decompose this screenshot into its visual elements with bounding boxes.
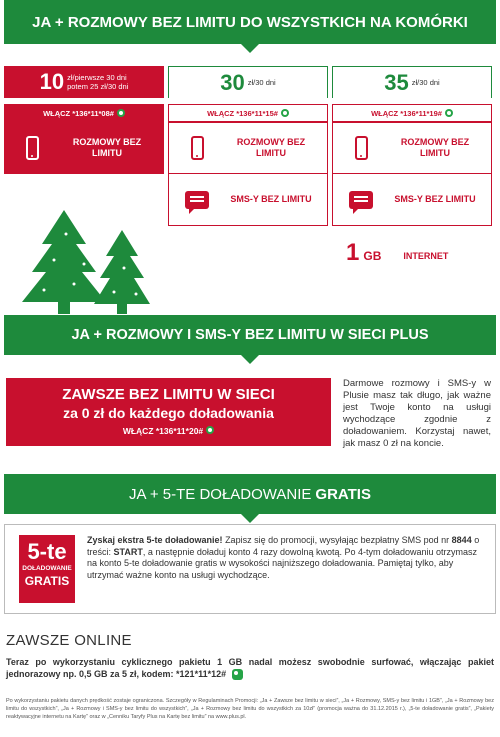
offer-subheadline: za 0 zł do każdego doładowania [63,405,274,421]
plan-column-3 [332,66,492,280]
plan-column-2 [168,66,328,226]
data-amount: 1 [346,239,360,266]
whatsapp-icon [117,109,125,117]
online-description: Teraz po wykorzystaniu cyklicznego pakietu 1 GB nadal możesz swobodnie surfować, włączając pakiet jednorazowy np. 0,5 GB za 5 zł, kodem: *121*11*12# [6,657,494,679]
plan-1-price [4,66,164,98]
tree-icon [22,210,106,314]
plan-3-price [332,66,492,98]
tree-icon [94,230,150,314]
plan-column-1 [4,66,164,174]
phone-icon [26,136,39,160]
bonus-section [4,524,496,614]
online-code[interactable]: *121*11*12# [176,669,227,679]
plan-1-price-note-2: potem 25 zł/30 dni [67,82,129,91]
feature-label: SMS-Y BEZ LIMITU [394,194,476,204]
christmas-trees-illustration [14,204,164,316]
phone-icon [191,136,204,160]
badge-bottom: GRATIS [24,574,70,588]
plan-1-price-note-1: zł/pierwsze 30 dni [67,73,127,82]
banner-notch [241,355,259,364]
top-banner [4,0,496,44]
bonus-banner-bold: GRATIS [315,485,371,503]
plan-2-price-value: 30 [220,69,245,95]
plan-2-code[interactable]: WŁĄCZ *136*11*15# [168,104,328,122]
feature-label: ROZMOWY BEZ LIMITU [72,137,142,158]
bonus-banner-prefix: JA + 5-TE DOŁADOWANIE [129,485,312,503]
offer-description: Darmowe rozmowy i SMS-y w Plusie masz tak długo, jak ważne jest Twoje konto na usługi wychodzące zgodnie z doładowaniem. Korzystaj nawet, jak masz 0 zł na koncie. [343,378,491,449]
bonus-headline: Zyskaj ekstra 5-te doładowanie! [87,535,223,545]
sms-keyword: START [113,546,143,557]
banner-notch [241,514,259,523]
network-banner [4,315,496,355]
footnote: Po wykorzystaniu pakietu danych prędkość zostaje ograniczona. Szczegóły w Regulaminach Promocji: „Ja + Zawsze bez limitu w sieci”, „Ja + Rozmowy, SMS-y bez limitu i 1GB”, „Ja + Rozmowy bez limitu do wszystkich”, „Ja + Rozmowy i SMS-y bez limitu do wszystkich”, „Ja + Rozmowy bez limitu do wszystkich za 10zł” (promocja ważna do 31.12.2015 r.), „5-te doładowanie gratis”, „Pakiety reaktywacyjne internetu na Kartę” oraz w „Cenniku Taryfy Plus na Kartę bez limitu” na www.plus.pl. [6,698,494,720]
plan-2-feature-sms [168,174,328,226]
banner-notch [241,44,259,53]
plan-3-price-value: 35 [384,69,409,95]
plan-3-feature-sms [332,174,492,226]
badge-middle: DOŁADOWANIE [22,565,72,572]
plan-2-price-note: zł/30 dni [247,78,276,87]
badge-number: 5-te [27,539,67,564]
plan-1-code[interactable]: WŁĄCZ *136*11*08# [4,104,164,122]
plan-1-price-value: 10 [39,69,65,94]
plan-3-data [332,226,492,280]
whatsapp-icon [232,669,243,680]
offer-code[interactable]: WŁĄCZ *136*11*20# [6,424,331,438]
sms-icon [349,191,373,209]
whatsapp-icon [445,109,453,117]
plan-1-feature-calls [4,122,164,174]
feature-label: ROZMOWY BEZ LIMITU [400,137,470,158]
plan-3-feature-calls [332,122,492,174]
network-banner-title: JA + ROZMOWY I SMS-Y BEZ LIMITU W SIECI PLUS [71,327,429,343]
plan-3-price-note: zł/30 dni [411,78,440,87]
feature-label: ROZMOWY BEZ LIMITU [236,137,306,158]
whatsapp-icon [206,426,214,434]
whatsapp-icon [281,109,289,117]
data-unit: GB [363,249,382,263]
online-title: ZAWSZE ONLINE [6,632,132,649]
bonus-description: Zyskaj ekstra 5-te doładowanie! Zapisz się do promocji, wysyłając bezpłatny SMS pod nr 8844 o treści: START, a następnie doładuj konto 4 razy dowolną kwotą. Po 4-tym doładowaniu otrzymasz na konto 5-te doładowanie gratis w wysokości najniższego doładowania. Pamiętaj tylko, aby utrzymać ważne konto na usługi wychodzące. [87,535,480,580]
bonus-banner [4,474,496,514]
data-label: INTERNET [403,251,449,261]
top-banner-title: JA + ROZMOWY BEZ LIMITU DO WSZYSTKICH NA KOMÓRKI [32,13,468,31]
plan-2-price [168,66,328,98]
sms-number: 8844 [451,535,472,545]
in-network-offer [6,378,331,446]
bonus-badge [19,535,75,603]
plan-2-feature-calls [168,122,328,174]
sms-icon [185,191,209,209]
plan-3-code[interactable]: WŁĄCZ *136*11*19# [332,104,492,122]
feature-label: SMS-Y BEZ LIMITU [230,194,312,204]
phone-icon [355,136,368,160]
offer-headline: ZAWSZE BEZ LIMITU W SIECI [62,386,275,403]
